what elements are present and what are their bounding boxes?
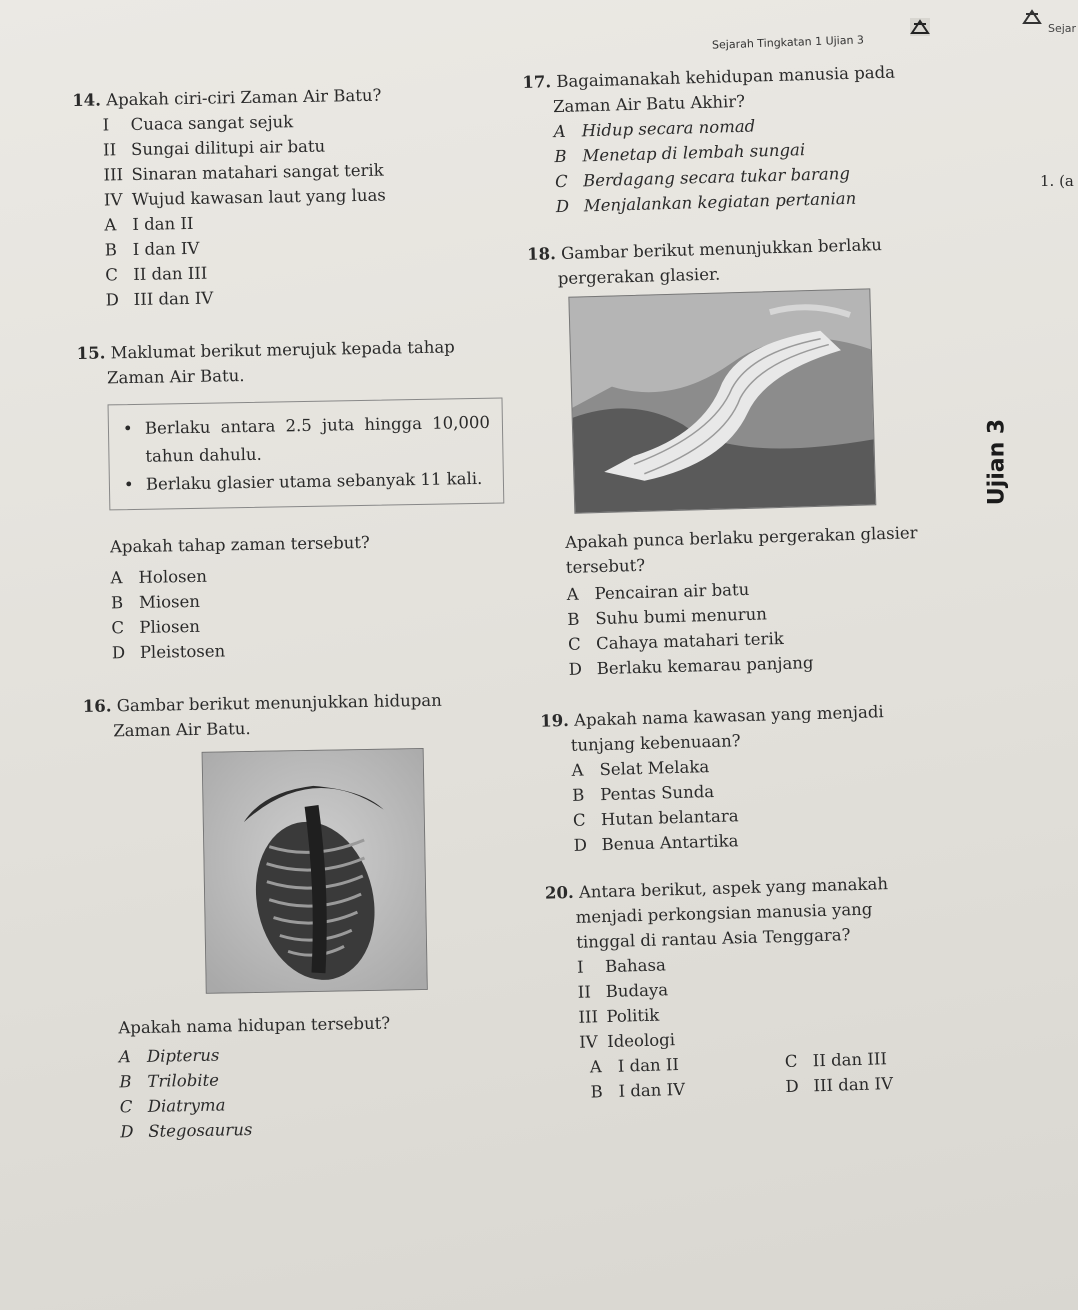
- option-a: A Dipterus: [118, 1045, 220, 1067]
- option-d: D Menjalankan kegiatan pertanian: [555, 188, 857, 217]
- option-c: C II dan III: [105, 263, 208, 285]
- question-stem: 19. Apakah nama kawasan yang menjadi: [539, 702, 884, 731]
- question-20: [545, 868, 1001, 1105]
- option-a: A Pencairan air batu: [566, 579, 750, 604]
- option-b: B Menetap di lembah sungai: [554, 140, 806, 167]
- option-list: [80, 528, 507, 666]
- question-14: [72, 81, 501, 313]
- question-number: 20.: [544, 882, 574, 903]
- question-number: 15.: [76, 343, 106, 363]
- option-d: D Pleistosen: [111, 641, 226, 663]
- right-column: [522, 57, 1001, 1105]
- option-c: C Pliosen: [111, 616, 201, 638]
- question-prompt: Apakah punca berlaku pergerakan glasier: [564, 523, 918, 552]
- option-a: A Holosen: [110, 566, 208, 588]
- option-a: A Selat Melaka: [571, 757, 710, 780]
- question-19: [540, 696, 994, 859]
- question-number: 18.: [526, 244, 557, 264]
- option-d: D Berlaku kemarau panjang: [568, 653, 814, 679]
- question-stem: 15. Maklumat berikut merujuk kepada tahap: [76, 337, 455, 363]
- statement-list: [72, 106, 500, 313]
- option-b: B Pentas Sunda: [572, 781, 715, 805]
- option-b: B I dan IV: [104, 238, 200, 260]
- question-stem-cont: menjadi perkongsian manusia yang: [575, 899, 873, 927]
- left-column: [72, 81, 515, 1145]
- statement: IV Wujud kawasan laut yang luas: [103, 185, 386, 210]
- glacier-image: [568, 288, 876, 513]
- info-box: [108, 398, 505, 511]
- option-c: C Hutan belantara: [572, 806, 739, 830]
- question-number: 19.: [539, 710, 570, 731]
- question-stem-cont: Zaman Air Batu.: [113, 718, 251, 741]
- option-list: [541, 746, 994, 859]
- option-c: C Berdagang secara tukar barang: [554, 163, 851, 192]
- option-a: A Hidup secara nomad: [553, 116, 756, 142]
- question-15: [76, 334, 507, 666]
- question-stem: 17. Bagaimanakah kehidupan manusia pada: [522, 62, 896, 92]
- option-b: B Trilobite: [119, 1070, 220, 1092]
- corner-text: Sejar: [1048, 22, 1077, 35]
- info-bullet: • Berlaku antara 2.5 juta hingga 10,000 tahun dahulu.: [145, 409, 491, 471]
- publisher-logo-icon: [910, 18, 930, 36]
- question-prompt: Apakah nama hidupan tersebut?: [118, 1013, 391, 1038]
- option-a: A I dan II: [589, 1055, 680, 1077]
- question-stem-cont: Zaman Air Batu.: [106, 366, 245, 388]
- question-number: 14.: [72, 90, 102, 110]
- statement: II Budaya: [577, 980, 669, 1002]
- question-stem-cont: pergerakan glasier.: [557, 264, 721, 289]
- trilobite-fossil-image: [202, 748, 428, 994]
- question-number: 17.: [522, 72, 552, 92]
- statement: IV Ideologi: [578, 1030, 676, 1052]
- statement: II Sungai dilitupi air batu: [102, 136, 326, 160]
- statement: III Politik: [578, 1005, 660, 1027]
- option-c: C Cahaya matahari terik: [567, 628, 784, 654]
- section-tab: [982, 402, 1012, 522]
- option-list: [88, 1008, 515, 1144]
- next-page-question-fragment: 1. (a: [1040, 172, 1074, 190]
- statement: I Cuaca sangat sejuk: [102, 112, 294, 135]
- section-tab-label: Ujian 3: [984, 418, 1010, 506]
- question-prompt: Apakah tahap zaman tersebut?: [109, 532, 370, 557]
- option-c: C II dan III: [784, 1049, 888, 1072]
- option-list: [535, 518, 989, 683]
- statement: III Sinaran matahari sangat terik: [103, 160, 384, 185]
- question-prompt-cont: tersebut?: [565, 555, 646, 577]
- option-b: B I dan IV: [590, 1079, 686, 1102]
- question-16: [83, 686, 516, 1144]
- option-a: A I dan II: [104, 213, 194, 235]
- statement-list: [547, 943, 1000, 1056]
- option-b: B Miosen: [110, 591, 201, 613]
- question-18: [527, 229, 989, 682]
- question-stem-cont: Zaman Air Batu Akhir?: [552, 91, 746, 117]
- option-d: D Stegosaurus: [120, 1120, 253, 1142]
- option-list: [523, 107, 976, 220]
- statement: I Bahasa: [576, 955, 667, 977]
- question-stem-cont: tinggal di rantau Asia Tenggara?: [576, 925, 851, 952]
- question-number: 16.: [82, 696, 112, 716]
- option-d: D Benua Antartika: [573, 831, 739, 855]
- question-text: Apakah ciri-ciri Zaman Air Batu?: [106, 85, 382, 110]
- question-17: [522, 57, 976, 220]
- question-stem-cont: tunjang kebenuaan?: [570, 731, 741, 755]
- option-c: C Diatryma: [119, 1095, 226, 1117]
- info-bullet: • Berlaku glasier utama sebanyak 11 kali.: [146, 465, 491, 499]
- option-d: D III dan IV: [105, 288, 214, 310]
- question-stem: 20. Antara berikut, aspek yang manakah: [544, 874, 889, 903]
- corner-logo-icon: [1022, 8, 1042, 26]
- option-b: B Suhu bumi menurun: [567, 604, 768, 629]
- option-d: D III dan IV: [785, 1074, 894, 1097]
- question-stem: 16. Gambar berikut menunjukkan hidupan: [82, 690, 442, 716]
- question-stem: 18. Gambar berikut menunjukkan berlaku: [526, 235, 883, 264]
- page-header: Sejarah Tingkatan 1 Ujian 3: [711, 33, 865, 52]
